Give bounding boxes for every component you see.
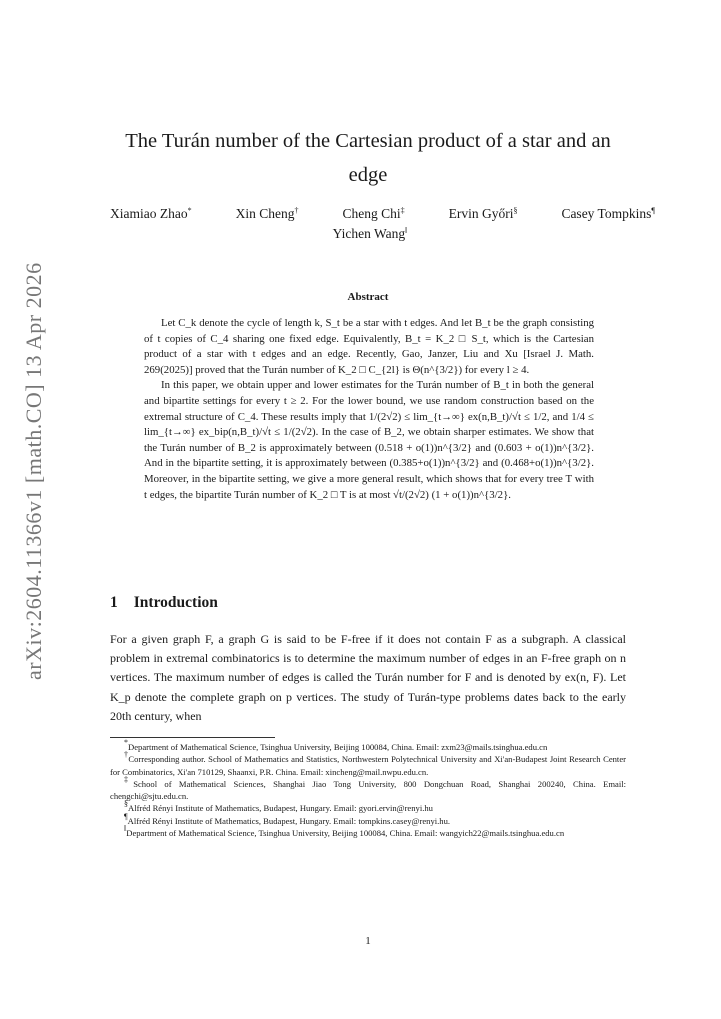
footnote-mark: ‖ bbox=[124, 824, 127, 834]
footnotes bbox=[110, 738, 627, 839]
body-paragraph: For a given graph F, a graph G is said to be F-free if it does not contain F as a subgraph. A classical problem in extremal combinatorics is to determine the maximum number of edges in an F-free graph on n vertices. The maximum number of edges is called the Turán number for F and is denoted by ex(n, F). Let K_p denote the complete graph on p vertices. The study of Turán-type problems dates back to the early 20th century, when bbox=[110, 632, 626, 723]
footnote: *Department of Mathematical Science, Tsinghua University, Beijing 100084, China. Email: zxm23@mails.tsinghua.edu.cn bbox=[124, 738, 548, 752]
introduction-body bbox=[110, 630, 626, 726]
author-name: Cheng Chi‡ bbox=[342, 206, 405, 221]
paper-title: The Turán number of the Cartesian product of a star and an edge bbox=[125, 130, 611, 186]
footnote-mark: ‡ bbox=[400, 206, 405, 215]
footnote-mark: ‖ bbox=[405, 226, 408, 235]
section-number: 1 bbox=[110, 594, 118, 611]
footnote-mark: § bbox=[513, 206, 518, 215]
arxiv-identifier-stamp: arXiv:2604.11366v1 [math.CO] 13 Apr 2026 bbox=[21, 262, 46, 680]
footnote-mark: † bbox=[294, 206, 299, 215]
page-number: 1 bbox=[365, 935, 371, 947]
footnote-divider bbox=[110, 737, 275, 738]
author-name: Casey Tompkins¶ bbox=[561, 206, 655, 221]
abstract-paragraph: In this paper, we obtain upper and lower estimates for the Turán number of B_t in both the general and bipartite settings for every t ≥ 2. For the lower bound, we use random construction based on the extremal structure of C_4. These results imply that 1/(2√2) ≤ lim_{t→∞} ex(n,B_t)/√t ≤ 1/2, and 1/4 ≤ lim_{t→∞} ex_bip(n,B_t)/√t ≤ 1/(2√2). In the case of B_2, we obtain sharper estimates. We show that the Turán number of B_2 is approximately between (0.518 + o(1))n^{3/2} and (0.603 + o(1))n^{3/2}. And in the bipartite setting, it is approximately between (0.385+o(1))n^{3/2} and (0.468+o(1))n^{3/2}. Moreover, in the bipartite setting, we give a more general result, which shows that for every tree T with t edges, the bipartite Turán number of K_2 □ T is at most √t/(2√2) (1 + o(1))n^{3/2}. bbox=[144, 379, 594, 501]
footnote: ¶Alfréd Rényi Institute of Mathematics, Budapest, Hungary. Email: tompkins.casey@renyi.hu. bbox=[124, 811, 451, 826]
footnote: †Corresponding author. School of Mathematics and Statistics, Northwestern Polytechnical University and Xi'an-Budapest Joint Research Center for Combinatorics, Xi'an 710129, Shaanxi, P.R. China. Email: xincheng@mail.nwpu.edu.cn. bbox=[110, 750, 627, 777]
footnote-mark: § bbox=[124, 799, 128, 809]
footnote-mark: ‡ bbox=[124, 774, 134, 784]
footnote: ‖Department of Mathematical Science, Tsinghua University, Beijing 100084, China. Email: wangyich22@mails.tsinghua.edu.cn bbox=[124, 824, 565, 839]
footnote: §Alfréd Rényi Institute of Mathematics, Budapest, Hungary. Email: gyori.ervin@renyi.hu bbox=[124, 799, 433, 814]
author-name: Xin Cheng† bbox=[235, 206, 299, 221]
footnote-mark: ¶ bbox=[124, 811, 128, 821]
abstract-heading: Abstract bbox=[347, 291, 389, 303]
abstract-body bbox=[144, 316, 594, 503]
author-list bbox=[110, 204, 655, 244]
section-title: Introduction bbox=[133, 594, 218, 611]
footnote-mark: ¶ bbox=[651, 206, 655, 215]
author-name: Yichen Wang‖ bbox=[332, 226, 408, 241]
footnote-mark: * bbox=[187, 206, 192, 215]
footnote-mark: * bbox=[124, 738, 128, 747]
author-name: Xiamiao Zhao* bbox=[110, 206, 192, 221]
section-heading bbox=[110, 594, 218, 612]
author-name: Ervin Győri§ bbox=[448, 206, 518, 221]
abstract-paragraph: Let C_k denote the cycle of length k, S_t be a star with t edges. And let B_t be the graph consisting of t copies of C_4 sharing one fixed edge. Equivalently, B_t = K_2 □ S_t, which is the Cartesian product of a star with t edges and an edge. Recently, Gao, Janzer, Liu and Xu [Israel J. Math. 269(2025)] proved that the Turán number of K_2 □ C_{2l} is Θ(n^{3/2}) for every l ≥ 4. bbox=[144, 317, 594, 376]
footnote: ‡School of Mathematical Sciences, Shanghai Jiao Tong University, 800 Dongchuan Road, Shanghai 200240, China. Email: chengchi@sjtu.edu.cn. bbox=[110, 774, 626, 802]
footnote-mark: † bbox=[124, 750, 129, 760]
